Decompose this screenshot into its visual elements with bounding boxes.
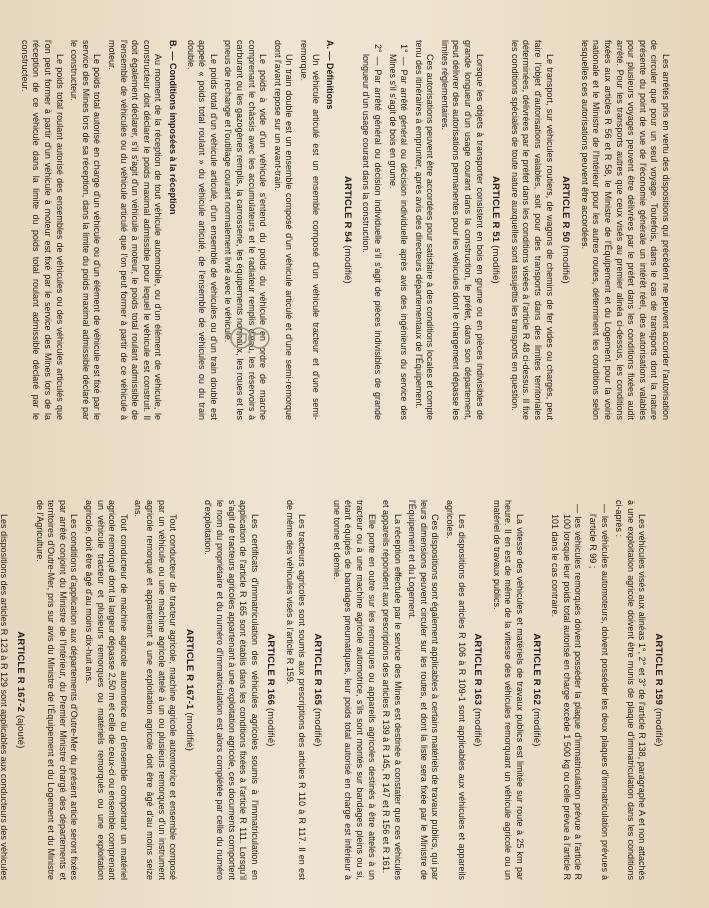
paragraph: Elle porte en outre sur les remorques ou appareils agricoles destinés à être attelés à un tracteur ou à une machine agricole automotrice, s'ils sont montés sur bandages pleins ou si, étant équipés de bandages pneumatiques, leur poids total autorisé en charge est inférieur à une tonne et demie. [331, 500, 377, 880]
paragraph: Au moment de la réception de tout véhicule automobile, ou d'un élément de véhicule, le constructeur doit déclarer le poids maximal admissible pour lequel le véhicule est construit. Il doit également déclarer, s'il s'agit d'un véhicule à moteur, le poids total roulant admissible de l'ensemble de véhicules ou du véhicule articulé que l'on peut former à partir de ce véhicule à moteur. [107, 40, 164, 420]
article-heading: ARTICLE R 162 (modifié) [530, 633, 542, 747]
article-heading: ARTICLE R 165 (modifié) [312, 633, 324, 747]
paragraph: Les arrêtés pris en vertu des dispositions qui précèdent ne peuvent accorder l'autorisation de circuler que pour un seul voyage. Toutefois, dans le cas de transports dont la nature présente du point de vue de l'économie générale un intérêt réel, des autorisations valables pour plusieurs voyages peuvent être délivrées par le préfet dans les conditions fixées audit arrêté. Pour les transports autres que ceux visés au premier alinéa ci-dessus, les conditions fixées aux articles R 56 et R 58, le Ministre de l'Équipement et du Logement pour la voirie nationale et le Ministre de l'Intérieur pour les autres routes, déterminent les conditions selon lesquelles ces autorisations peuvent être accordées. [579, 40, 671, 420]
paragraph: Lorsque les objets à transporter consistent en bois en grume ou en pièces indivisibles de grande longueur d'un usage courant dans la construction, le préfet, dans son département, peut délivrer des autorisations permanentes pour les véhicules dont le chargement dépasse les limites réglementaires. [439, 40, 485, 420]
paragraph: Le poids total autorisé en charge d'un véhicule ou d'un élément de véhicule est fixé par le service des Mines lors de sa réception, dans la limite du poids maximal admissible déclaré par le constructeur. [69, 40, 103, 420]
paragraph: Les dispositions des articles R 123 à R 129 sont applicables aux conducteurs des véhicules [0, 514, 10, 880]
paragraph: La vitesse des véhicules et matériels de travaux publics est limitée sur route à 25 km par heure. Il en est de même de la vitesse des véhicules remorquant un véhicule agricole ou un matériel de travaux publics. [491, 500, 526, 880]
section-heading: B. — Conditions imposées à la réception [168, 40, 179, 215]
paragraph: Ces dispositions sont également applicables à certains matériels de travaux publics, qui par leurs dimensions peuvent circuler sur les routes, et dont la liste sera fixée par le Ministre de l'Équipement et du Logement. [407, 500, 441, 880]
article-heading: ARTICLE R 167-1 (modifié) [183, 628, 195, 752]
paragraph: Le poids total roulant autorisé des ensembles de véhicules ou des véhicules articulés que l'on peut former à partir d'un véhicule à moteur est fixé par le service des Mines lors de la réception de ce véhicule dans la limite du poids total roulant admissible déclaré par le constructeur. [19, 40, 65, 420]
paragraph: Un train double est un ensemble composé d'un véhicule articulé et d'une semi-remorque dont l'avant repose sur un avant-train. [272, 40, 295, 420]
paragraph: Le poids à vide d'un véhicule s'entend du poids du véhicule en ordre de marche comprenant le châssis avec les accumulateurs et le radiateur remplis d'eau, les réservoirs à carburant ou les gazogènes remplis, la carrosserie, les équipements normaux, les roues et les pneus de rechange et l'outillage courant normalement livré avec le véhicule. [223, 40, 269, 420]
paragraph: Les tracteurs agricoles sont soumis aux prescriptions des articles R 110 à R 117. Il en est de même des véhicules visés à l'article R 159. [284, 500, 307, 880]
paragraph: Le transport, sur véhicules routiers, de wagons de chemins de fer vides ou chargés, peut faire l'objet d'autorisations valables, soit pour des transports dans des limites territoriales déterminées, délivrées par le préfet dans les conditions visées à l'article R 48 ci-dessus. Il fixe les conditions spéciales de toute nature auxquelles sont assujettis les transports en question. [509, 40, 555, 420]
paragraph: Les certificats d'immatriculation des véhicules agricoles soumis à l'immatriculation en application de l'article R 165 sont établis dans les conditions fixées à l'article R 111. Lorsqu'il s'agit de tracteurs agricoles appartenant à une exploitation agricole, ces documents comportent le nom du propriétaire et du numéro d'immatriculation est alors complétée par celle du numéro d'exploitation. [203, 500, 260, 880]
paragraph: Le poids total d'un véhicule articulé, d'un ensemble de véhicules ou d'un train double est appelé « poids total roulant » du véhicule articulé, de l'ensemble de véhicules ou du train double. [185, 40, 219, 420]
section-heading: A. — Définitions [325, 40, 336, 110]
article-heading: ARTICLE R 50 (modifié) [560, 176, 572, 284]
paragraph: Les véhicules visés aux alinéas 1°, 2° et 3° de l'article R 138, paragraphe A et non attachés à une exploitation agricole doivent être munis de plaque d'immatriculation dans les conditions ci-après : [614, 500, 648, 880]
article-heading: ARTICLE R 166 (modifié) [265, 633, 277, 747]
monogram-stamp-icon [229, 325, 271, 351]
article-heading: ARTICLE R 51 (modifié) [490, 176, 502, 284]
paragraph: Un véhicule articulé est un ensemble composé d'un véhicule tracteur et d'une semi-remorque. [298, 40, 321, 420]
list-item: — les véhicules automoteurs, doivent posséder les deux plaques d'immatriculation prévues à l'article R 99 ; [588, 504, 610, 880]
left-column [15, 40, 671, 420]
paragraph: Tout conducteur de tracteur agricole, machine agricole automotrice et ensemble composé par un véhicule ou une machine agricole attelé à un ou plusieurs remorques d'un instrument agricole remorqué et appartenant à une exploitation agricole doit être âgé d'au moins seize ans. [133, 500, 179, 880]
list-item: 2° — Par arrêté général ou décision individuelle s'il s'agit de pièces indivisibles de grande longueur d'un usage courant dans la construction. [361, 44, 383, 420]
list-item: — les véhicules remorqués doivent posséder la plaque d'immatriculation prévue à l'article R 100 lorsque leur poids total autorisé en charge excède 1 500 kg ou celle prévue à l'article R 101 dans le cas contraire. [550, 504, 584, 880]
paragraph: Les conditions d'application aux départements d'Outre-Mer du présent article seront fixées par arrêté conjoint du Ministre de l'Intérieur, du Premier Ministre chargé des départements et territoires d'Outre-Mer, pris sur avis du Ministre de l'Équipement et du Logement et du Ministre de l'Agriculture. [34, 500, 80, 880]
article-heading: ARTICLE R 167-2 (ajouté) [15, 631, 27, 749]
paragraph: Tout conducteur de machine agricole automotrice ou d'ensemble comportant un matériel agricole remorqué dont la largeur dépasse 2,50 m et celle de ceux-ci ou ensemble comprenant un véhicule tracteur et plusieurs remorques ou matériels remorqués ou une exploitation agricole, doit être âgé d'au moins dix-huit ans. [84, 500, 129, 880]
right-column [0, 500, 671, 880]
list-item: 1° — Par arrêté général ou décision individuelle après avis des ingénieurs du service des Mines s'il s'agit de bois en grume. [387, 44, 410, 420]
paragraph: Ces autorisations peuvent être accordées pour satisfaire à des conditions locales et compte tenu des itinéraires à emprunter, après avis des directeurs départementaux de l'Équipement. [413, 40, 436, 420]
paragraph: Les dispositions des articles R 106 à R 109-1 sont applicables aux véhicules et appareils agricoles. [445, 500, 467, 880]
article-heading: ARTICLE R 163 (modifié) [472, 633, 484, 747]
paragraph: La réception effectuée par le service des Mines est destinée à constater que ces véhicules et appareils répondent aux prescriptions des articles R 139 à R 145, R 147 et R 156 et R 161. [381, 500, 403, 880]
article-heading: ARTICLE R 54 (modifié) [341, 176, 353, 284]
article-heading: ARTICLE R 159 (modifié) [653, 633, 664, 747]
